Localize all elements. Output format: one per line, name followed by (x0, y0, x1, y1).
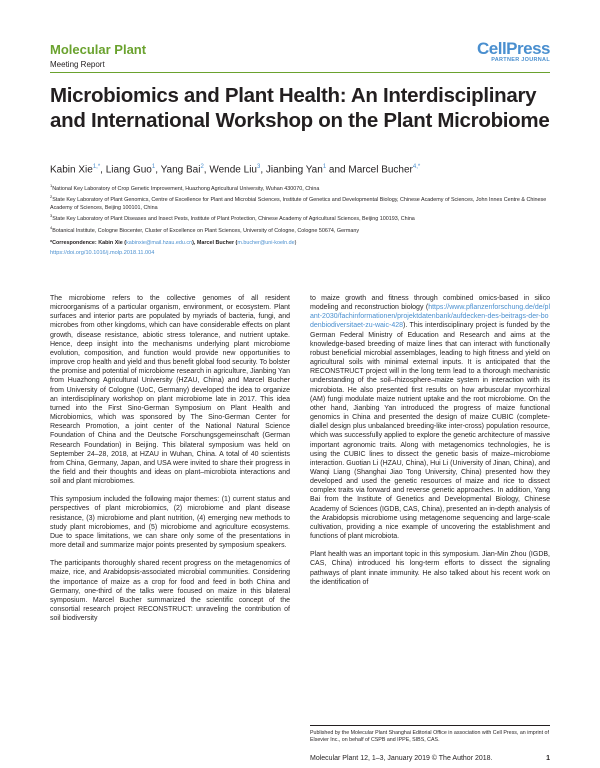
body-paragraph: The participants thoroughly shared recent progress on the metagenomics of maize, rice, and Arabidopsis-associated microbial communities. Considering the importance of maize as a crop for food and feed in both China and Germany, one-third of the talks were focused on maize in this bilateral symposium. Marcel Bucher summarized the scientific concept of the consortial research project RECONSTRUCT: unraveling the contribution of soil biodiversity (50, 560, 290, 623)
author-affiliation-mark[interactable]: 4,* (412, 164, 421, 170)
author-affiliation-mark[interactable]: 1 (322, 164, 327, 170)
author-separator: , (155, 164, 161, 176)
email-link-xie[interactable]: kabinxie@mail.hzau.edu.cn (126, 240, 193, 246)
affiliation-number: 3 (50, 213, 53, 218)
article-type: Meeting Report (50, 60, 105, 69)
publisher-footnote: Published by the Molecular Plant Shanghai Editorial Office in association with Cell Press, an imprint of Elsevier Inc., on behalf of CSPB and IPPE, SIBS, CAS. (310, 730, 549, 743)
affiliation-number: 4 (50, 225, 53, 230)
logo-press-text: Press (506, 39, 550, 58)
logo-cell-text: Cell (476, 39, 507, 58)
author-separator: , (203, 164, 210, 176)
author-name[interactable]: Yang Bai (160, 164, 201, 176)
page-footer (310, 755, 550, 762)
page-number: 1 (546, 755, 550, 762)
affiliation (50, 212, 550, 223)
footnote-divider (310, 725, 550, 726)
affiliation (50, 224, 550, 235)
correspondence-end: ) (294, 240, 297, 246)
affiliation-text: National Key Laboratory of Crop Genetic Improvement, Huazhong Agricultural University, Wuhan 430070, China (52, 185, 320, 192)
body-paragraph: This symposium included the following major themes: (1) current status and perspectives of plant microbiomics, (2) microbiome and plant disease resistance, (3) microbiome and plant nutrition, (4) emerging new methods to study plant microbiomes, and (5) microbiome and agriculture ecosystems. Due to space limitations, we can share only some of the presentations in more detail and summarize major points presented by symposium speakers. (50, 496, 290, 550)
correspondence-label: *Correspondence: Kabin Xie ( (50, 240, 127, 246)
author-affiliation-mark[interactable]: 2 (200, 164, 204, 170)
affiliation-number: 1 (50, 183, 53, 188)
author-list (50, 164, 420, 175)
header-divider (50, 72, 550, 73)
author-name[interactable]: Liang Guo (105, 164, 152, 176)
left-column (50, 294, 290, 632)
paragraph-text: ). This interdisciplinary project is funded by the German Federal Ministry of Education and Research and aims at the knowledge-based breeding of maize lines that can interact with functionally robust beneficial microbial assemblages, leading to high fitness and yield on agricultural soils with minimal external inputs. It is anticipated that the RECONSTRUCT project will in the long term lead to a thorough mechanistic understanding of the soil–rhizosphere–maize system in interaction with its microbiota. He also presented first results on how arbuscular mycorrhizal (AM) fungi modulate maize nutrient uptake and the root microbiome. On the other hand, Jianbing Yan introduced the progress of maize functional genomics in China and presented the design of maize CUBIC (complete-diallel design plus unbalanced breeding-like inter-cross) population resource, which was successfully applied to explore the genetic architecture of massive important agronomic traits. Along with metagenomics technologies, he is using the CUBIC lines to dissect the genetic basis of maize–microbiome interaction. Guotian Li (HZAU, China), Hui Li (University of Jinan, China), and Wanqi Liang (Shanghai Jiao Tong University, China) presented how they developed and used the genetic resources of maize and rice to dissect complex traits via forward and reverse genetic approaches. In addition, Yang Bai from the Institute of Genetics and Developmental Biology, Chinese Academy of Sciences (IGDB, CAS, China), presented an in-depth analysis of the Arabidopsis microbiome using metagenome sequencing and large-scale cultivation, providing a nice example of uncovering the establishment and functions of plant microbiota. (310, 322, 550, 541)
author-affiliation-mark[interactable]: 1,* (92, 164, 101, 170)
doi-link[interactable]: https://doi.org/10.1016/j.molp.2018.11.004 (50, 250, 155, 256)
correspondence-middle: ), Marcel Bucher ( (192, 240, 238, 246)
affiliation (50, 193, 550, 212)
correspondence (50, 240, 296, 246)
author-name[interactable]: Kabin Xie (50, 164, 93, 176)
body-paragraph: Plant health was an important topic in this symposium. Jian-Min Zhou (IGDB, CAS, China) introduced his long-term efforts to dissect the signaling pathways of plant innate immunity. He also talked about his recent work on the identification of (310, 551, 550, 586)
author-affiliation-mark[interactable]: 3 (257, 164, 261, 170)
paragraph-text: to maize growth and fitness through combined omics-based in silico modeling and reconstruction biology ( (310, 295, 550, 312)
author-separator: , (100, 164, 106, 176)
body-paragraph: The microbiome refers to the collective genomes of all resident microorganisms of a particular organism, environment, or ecosystem. Plant surfaces and interior parts are populated by myriads of bacteria, fungi, and microbes from other kingdoms, which can have considerable effects on plant growth, disease resistance, abiotic stress tolerance, and nutrient uptake. Hence, deep insight into the mechanisms underlying plant microbiome evolution, composition, and function would provide new opportunities to improve crop health and yield and thus benefit global food security. To bolster the promise and potential of microbiome research in agriculture, Jianbing Yan from Huazhong Agricultural University (HZAU, China) and Marcel Bucher from University of Cologne (UoC, Germany) developed the idea to organize an interdisciplinary workshop on plant microbiome late in 2017. This idea turned into the First Sino-German Symposium on Plant Health and Microbiomics, which was sponsored by The Sino-German Center for Research Promotion, a joint center of the National Natural Science Foundation of China and the Deutsche Forschungsgemeinschaft (German Research Foundation) in Beijing. This bilateral symposium was held on September 24–28, 2018, at HZAU in Wuhan, China. A total of 40 scientists from China, Germany, Japan, and USA were invited to share their progress in the field and their thoughts and ideas on plant–microbiota interactions and soil and plant microbiomes. (50, 295, 290, 486)
article-title: Microbiomics and Plant Health: An Interdisciplinary and International Workshop on the Plant Microbiome (50, 84, 550, 132)
author-and: and (326, 164, 349, 176)
footer-citation: Molecular Plant 12, 1–3, January 2019 © The Author 2018. (310, 755, 493, 762)
author-name[interactable]: Marcel Bucher (348, 164, 413, 176)
affiliation-text: State Key Laboratory of Plant Diseases and Insect Pests, Institute of Plant Protection, Chinese Academy of Agricultural Sciences, Beijing 100193, China (52, 215, 415, 222)
affiliation-number: 2 (50, 194, 53, 199)
affiliation-text: Botanical Institute, Cologne Biocenter, Cluster of Excellence on Plant Sciences, University of Cologne, Cologne 50674, Germany (52, 227, 360, 234)
project-link[interactable]: https://www.pflanzenforschung.de/de/plant-2030/fachinformationen/projektdatenbank/aufdecken-des-beitrags-der-bodenbiodiversitaet-zu-waic-428 (310, 304, 550, 330)
author-affiliation-mark[interactable]: 1 (151, 164, 156, 170)
author-name[interactable]: Wende Liu (209, 164, 257, 176)
logo-wordmark (477, 40, 550, 57)
journal-name[interactable]: Molecular Plant (50, 42, 147, 57)
author-separator: , (260, 164, 266, 176)
affiliation-text: State Key Laboratory of Plant Genomics, Centre of Excellence for Plant and Microbial Sciences, Institute of Genetics and Developmental Biology, Chinese Academy of Sciences, John Innes Centre & Chinese Academy of Sciences, Beijing 100101, China (50, 196, 547, 211)
email-link-bucher[interactable]: m.bucher@uni-koeln.de (237, 240, 295, 246)
cell-press-logo[interactable] (477, 40, 550, 63)
body-paragraph (310, 294, 550, 541)
logo-partner-text: PARTNER JOURNAL (491, 57, 550, 63)
affiliation (50, 182, 550, 193)
author-name[interactable]: Jianbing Yan (265, 164, 323, 176)
right-column (310, 294, 550, 596)
